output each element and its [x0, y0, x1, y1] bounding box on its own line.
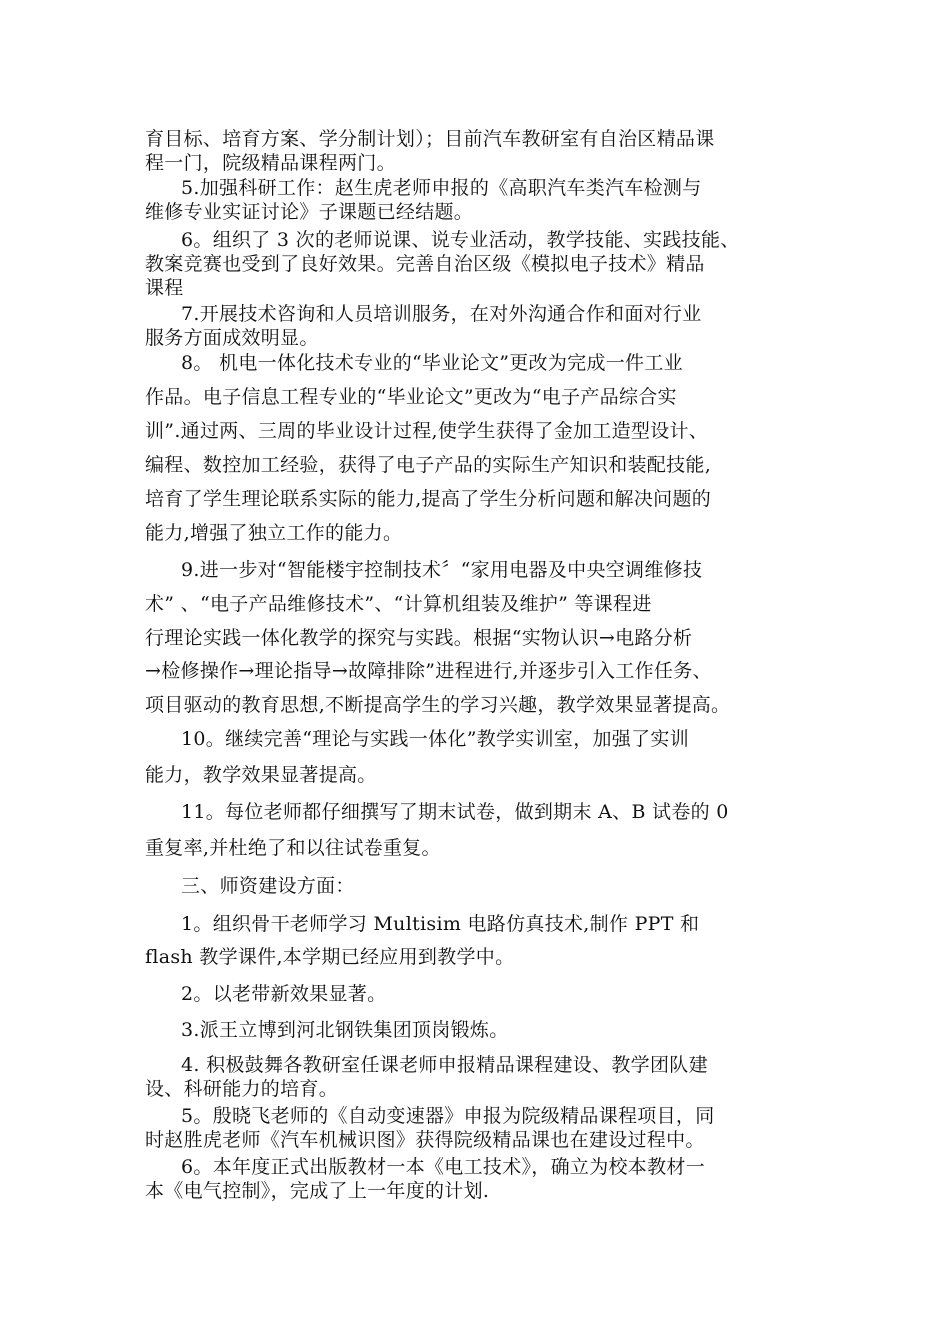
- section-heading: 三、师资建设方面：: [181, 875, 355, 897]
- text-line: 6。组织了 3 次的老师说课、说专业活动，教学技能、实践技能、: [181, 229, 740, 251]
- text-line: 培育了学生理论联系实际的能力,提高了学生分析问题和解决问题的: [145, 488, 712, 510]
- text-line: 时赵胜虎老师《汽车机械识图》获得院级精品课也在建设过程中。: [145, 1129, 705, 1151]
- text-line: 程一门，院级精品课程两门。: [145, 152, 396, 174]
- text-line: 1。组织骨干老师学习 Multisim 电路仿真技术,制作 PPT 和: [181, 913, 700, 935]
- text-line: 6。本年度正式出版教材一本《电工技术》，确立为校本教材一: [181, 1156, 705, 1178]
- text-line: 能力，教学效果显著提高。: [145, 764, 377, 786]
- text-line: 能力,增强了独立工作的能力。: [145, 522, 403, 544]
- text-line: 重复率,并杜绝了和以往试卷重复。: [145, 837, 441, 859]
- text-line: 8。 机电一体化技术专业的“毕业论文”更改为完成一件工业: [181, 352, 683, 374]
- text-line: 服务方面成效明显。: [145, 327, 319, 349]
- text-line: 2。以老带新效果显著。: [181, 983, 387, 1005]
- text-line: 5.加强科研工作：赵生虎老师申报的《高职汽车类汽车检测与: [181, 177, 702, 199]
- text-line: 11。每位老师都仔细撰写了期末试卷，做到期末 A、B 试卷的 0: [181, 801, 729, 823]
- text-line: 维修专业实证讨论》子课题已经结题。: [145, 201, 474, 223]
- text-line: 教案竞赛也受到了良好效果。完善自治区级《模拟电子技术》精品: [145, 253, 705, 275]
- text-line: 育目标、培育方案、学分制计划）；目前汽车教研室有自治区精品课: [145, 128, 715, 150]
- text-line: →检修操作→理论指导→故障排除”进程进行,并逐步引入工作任务、: [145, 660, 712, 682]
- text-line: 课程: [145, 277, 184, 299]
- text-line: 4. 积极鼓舞各教研室任课老师申报精品课程建设、教学团队建: [181, 1054, 708, 1076]
- text-line: 编程、数控加工经验，获得了电子产品的实际生产知识和装配技能,: [145, 454, 712, 476]
- text-line: 项目驱动的教育思想,不断提高学生的学习兴趣，教学效果显著提高。: [145, 694, 731, 716]
- text-line: flash 教学课件,本学期已经应用到教学中。: [145, 946, 515, 968]
- text-line: 本《电气控制》，完成了上一年度的计划.: [145, 1180, 490, 1202]
- text-line: 训”.通过两、三周的毕业设计过程,使学生获得了金加工造型设计、: [145, 420, 709, 442]
- text-line: 设、科研能力的培育。: [145, 1078, 339, 1100]
- text-line: 行理论实践一体化教学的探究与实践。根据“实物认识→电路分析: [145, 627, 693, 649]
- text-line: 7.开展技术咨询和人员培训服务，在对外沟通合作和面对行业: [181, 303, 702, 325]
- text-line: 术” 、“电子产品维修技术”、“计算机组装及维护” 等课程进: [145, 593, 652, 615]
- text-line: 作品。电子信息工程专业的“毕业论文”更改为“电子产品综合实: [145, 386, 677, 408]
- text-line: 3.派王立博到河北钢铁集团顶岗锻炼。: [181, 1019, 509, 1041]
- text-line: 10。继续完善“理论与实践一体化”教学实训室，加强了实训: [181, 728, 690, 750]
- text-line: 9.进一步对“智能楼宇控制技术〞“家用电器及中央空调维修技: [181, 559, 703, 581]
- text-line: 5。殷晓飞老师的《自动变速器》申报为院级精品课程项目，同: [181, 1105, 715, 1127]
